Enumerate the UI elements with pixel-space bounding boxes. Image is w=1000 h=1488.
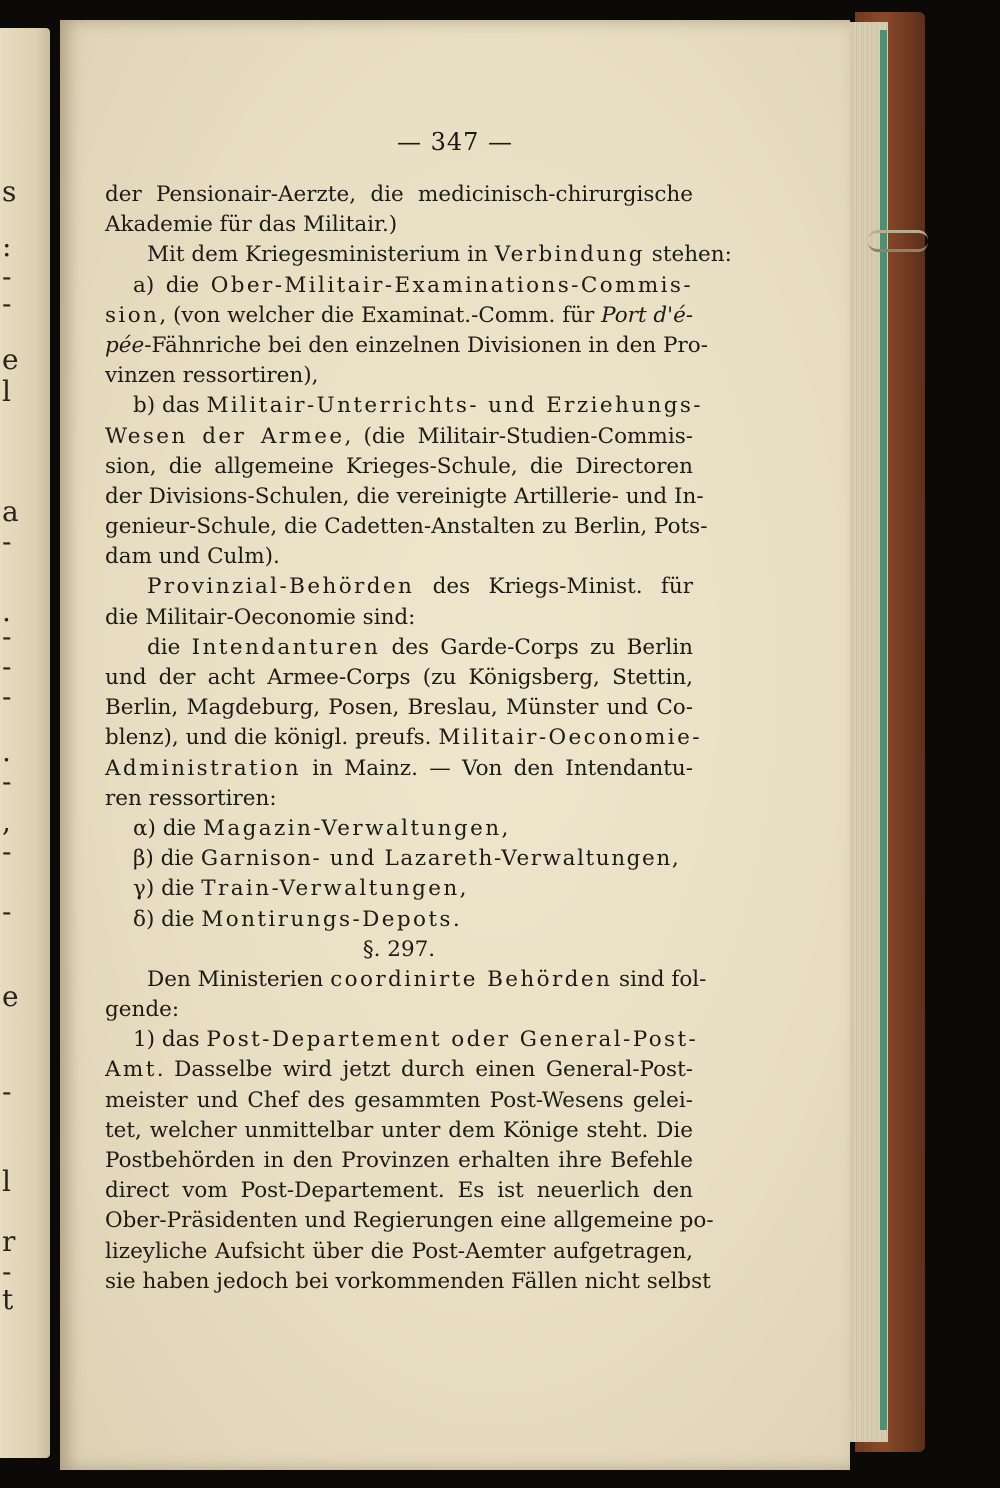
edge-glyph: : bbox=[2, 230, 12, 263]
edge-glyph: a bbox=[2, 495, 19, 528]
text-line: die Militair-Oeconomie sind: bbox=[105, 604, 416, 630]
edge-glyph: - bbox=[2, 895, 12, 928]
edge-glyph: - bbox=[2, 260, 12, 293]
text-line: gende: bbox=[105, 997, 180, 1023]
text-line: Wesen der Armee, (die Militair-Studien-Commis- bbox=[105, 423, 693, 449]
text-line: meister und Chef des gesammten Post-Wesens gelei- bbox=[105, 1087, 693, 1113]
text-line: Amt. Dasselbe wird jetzt durch einen General-Post- bbox=[105, 1057, 693, 1083]
text-line: Mit dem Kriegesministerium in Verbindung stehen: bbox=[147, 242, 732, 268]
text-line: Akademie für das Militair.) bbox=[105, 212, 398, 238]
text-line: der Pensionair-Aerzte, die medicinisch-chirurgische bbox=[105, 182, 693, 207]
text-line: α) die Magazin-Verwaltungen, bbox=[133, 815, 509, 841]
edge-glyph: e bbox=[2, 980, 19, 1013]
book-page bbox=[60, 20, 850, 1470]
page-body bbox=[105, 180, 732, 1297]
text-line: δ) die Montirungs-Depots. bbox=[133, 906, 460, 932]
edge-glyph: - bbox=[2, 287, 12, 320]
text-line: und der acht Armee-Corps (zu Königsberg, Stettin, bbox=[105, 665, 693, 690]
text-line: sion, (von welcher die Examinat.-Comm. für Port d'é- bbox=[105, 302, 694, 328]
text-line: ren ressortiren: bbox=[105, 785, 277, 811]
previous-page-edge bbox=[0, 28, 50, 1458]
text-line: dam und Culm). bbox=[105, 544, 280, 570]
text-line: Administration in Mainz. — Von den Intendantu- bbox=[105, 755, 693, 781]
text-line: β) die Garnison- und Lazareth-Verwaltungen, bbox=[133, 846, 679, 872]
text-line: a) die Ober-Militair-Examinations-Commis- bbox=[133, 272, 693, 298]
text-line: Provinzial-Behörden des Kriegs-Minist. für bbox=[147, 574, 693, 600]
text-line: Ober-Präsidenten und Regierungen eine allgemeine po- bbox=[105, 1208, 714, 1234]
text-line: Postbehörden in den Provinzen erhalten ihre Befehle bbox=[105, 1148, 693, 1173]
text-line: b) das Militair-Unterrichts- und Erziehungs- bbox=[133, 393, 703, 419]
text-line: tet, welcher unmittelbar unter dem Könige steht. Die bbox=[105, 1117, 693, 1143]
text-line: direct vom Post-Departement. Es ist neuerlich den bbox=[105, 1178, 693, 1204]
edge-glyph: - bbox=[2, 650, 12, 683]
text-line: sion, die allgemeine Krieges-Schule, die Directoren bbox=[105, 453, 693, 479]
text-line: vinzen ressortiren), bbox=[105, 363, 319, 389]
edge-glyph: - bbox=[2, 680, 12, 713]
edge-glyph: - bbox=[2, 525, 12, 558]
edge-glyph: - bbox=[2, 1075, 12, 1108]
text-line: Berlin, Magdeburg, Posen, Breslau, Münster und Co- bbox=[105, 695, 693, 721]
section-heading: §. 297. bbox=[362, 936, 436, 962]
text-line: genieur-Schule, die Cadetten-Anstalten zu Berlin, Pots- bbox=[105, 514, 708, 540]
edge-glyph: l bbox=[2, 375, 11, 408]
edge-glyph: - bbox=[2, 765, 12, 798]
edge-glyph: - bbox=[2, 835, 12, 868]
edge-glyph: - bbox=[2, 620, 12, 653]
text-line: 1) das Post-Departement oder General-Post- bbox=[133, 1027, 699, 1053]
text-line: Den Ministerien coordinirte Behörden sind fol- bbox=[147, 966, 707, 992]
edge-glyph: l bbox=[2, 1165, 11, 1198]
edge-glyph: s bbox=[2, 175, 17, 208]
text-line: die Intendanturen des Garde-Corps zu Berlin bbox=[147, 634, 693, 660]
text-line: der Divisions-Schulen, die vereinigte Artillerie- und In- bbox=[105, 483, 704, 509]
text-line: lizeyliche Aufsicht über die Post-Aemter aufgetragen, bbox=[105, 1238, 693, 1264]
text-line: blenz), und die königl. preufs. Militair-Oeconomie- bbox=[105, 725, 702, 751]
edge-glyph: - bbox=[2, 1255, 12, 1288]
bookmark-ribbon bbox=[868, 230, 928, 252]
text-line: sie haben jedoch bei vorkommenden Fällen nicht selbst bbox=[105, 1268, 711, 1294]
edge-glyph: . bbox=[2, 595, 11, 628]
text-line: pée-Fähnriche bei den einzelnen Divisionen in den Pro- bbox=[105, 332, 708, 358]
edge-glyph: , bbox=[2, 805, 11, 838]
edge-glyph: . bbox=[2, 735, 11, 768]
text-line: γ) die Train-Verwaltungen, bbox=[133, 876, 467, 902]
page-number: — 347 — bbox=[396, 128, 514, 156]
edge-glyph: t bbox=[2, 1283, 14, 1316]
edge-glyph: e bbox=[2, 343, 19, 376]
edge-glyph: r bbox=[2, 1225, 16, 1258]
